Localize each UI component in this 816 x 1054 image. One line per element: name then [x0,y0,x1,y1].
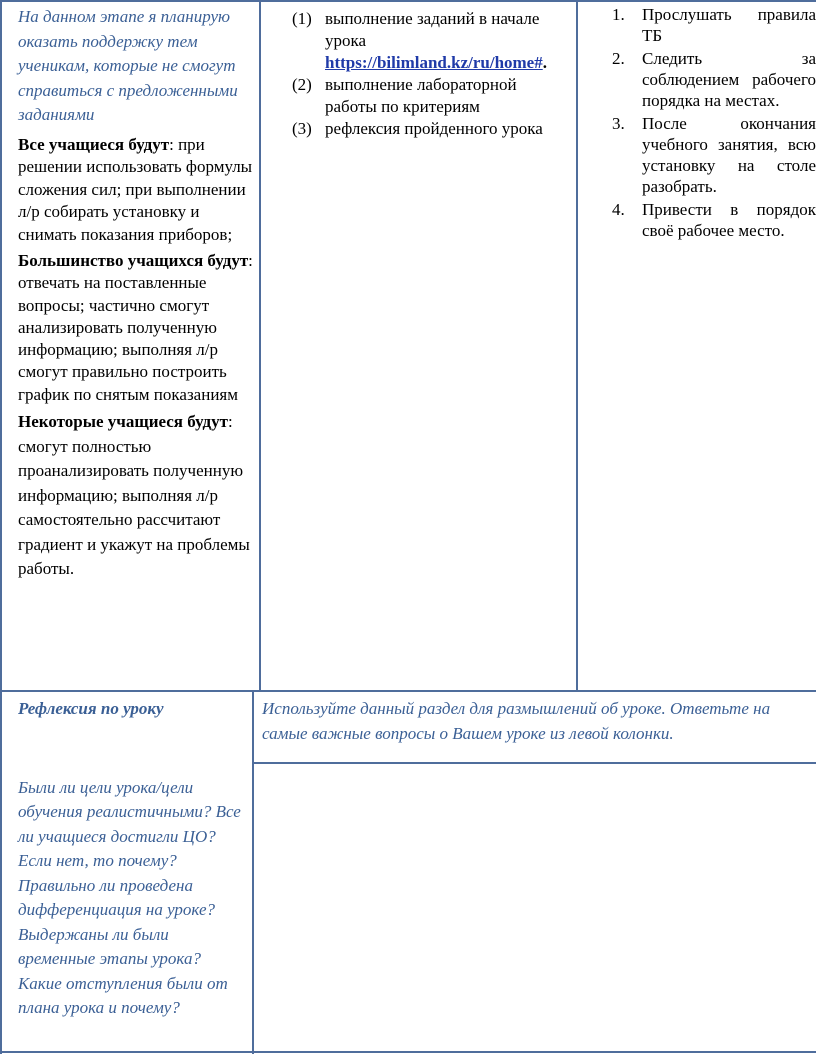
list-item: (3) рефлексия пройденного урока [292,119,543,138]
all-students-text: : при решении использовать формулы сложения сил; при выполнении л/р собирать установку и снимать показания приборов; [18,134,253,244]
table-bottom-border [0,1051,816,1053]
reflection-instruction-cell [262,697,810,746]
all-students-paragraph [18,134,256,247]
list-item: 2. Следить за соблюдением рабочего порядка на местах. [612,49,816,110]
safety-list [612,4,816,241]
most-students-heading: Большинство учащихся будут [18,251,249,270]
list-item: 3. После окончания учебного занятия, всю установку на столе разобрать. [612,114,816,196]
list-item: 1. Прослушать правила ТБ [612,5,816,45]
list-item: (2) выполнение лабораторной работы по критериям [292,75,517,116]
row-divider [0,690,816,692]
assessment-list [292,8,572,140]
most-students-text: : отвечать на поставленные вопросы; частично смогут анализировать полученную информацию; выполняя л/р смогут правильно построить график по снятым показаниям [18,251,253,404]
bilimland-link[interactable]: https://bilimland.kz/ru/home# [325,53,543,72]
reflection-title: Рефлексия по уроку [18,699,164,718]
differentiation-cell [18,5,256,586]
table-top-border [0,0,816,2]
all-students-heading: Все учащиеся будут [18,134,170,154]
some-students-text: : смогут полностью проанализировать полученную информацию; выполняя л/р самостоятельно рассчитают градиент и укажут на проблемы работы. [18,412,250,579]
reflection-left-cell [18,697,248,1021]
list-item: (1) выполнение заданий в начале урока https://bilimland.kz/ru/home#. [292,9,547,72]
most-students-paragraph [18,250,256,406]
column-divider-2 [576,0,578,692]
reflection-instruction: Используйте данный раздел для размышлений об уроке. Ответьте на самые важные вопросы о Вашем уроке из левой колонки. [262,699,771,743]
reflection-answer-area[interactable] [254,764,816,1051]
some-students-paragraph [18,410,256,582]
some-students-heading: Некоторые учащиеся будут [18,412,228,432]
column-divider-1 [259,0,261,692]
list-item: 4. Привести в порядок своё рабочее место. [612,200,816,240]
reflection-questions: Были ли цели урока/цели обучения реалистичными? Все ли учащиеся достигли ЦО? Если нет, то почему? Правильно ли проведена дифференциация на уроке? Выдержаны ли были временные этапы урока? Какие отступления были от плана урока и почему? [18,777,241,1017]
support-intro-text: На данном этапе я планирую оказать поддержку тем ученикам, которые не смогут справиться с предложенными заданиями [18,7,238,124]
assessment-cell [292,8,572,140]
table-left-border [0,0,2,1054]
safety-cell [612,4,816,243]
